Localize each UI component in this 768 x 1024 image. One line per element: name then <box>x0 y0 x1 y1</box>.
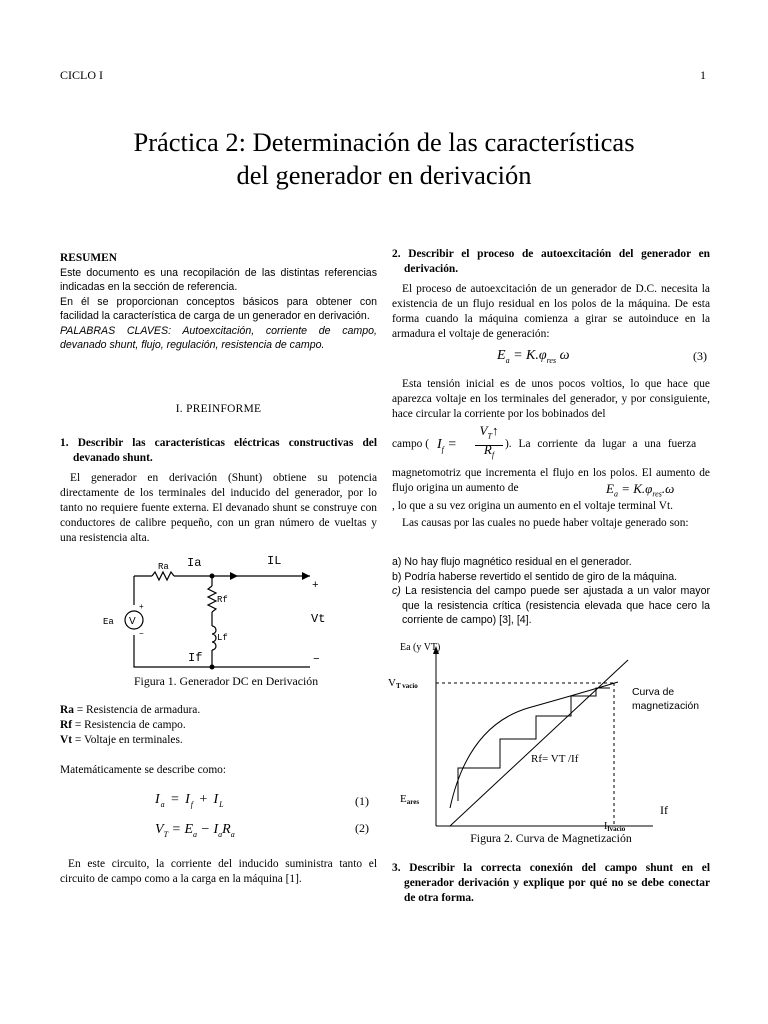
question-1-text: 1. Describir las características eléctricas constructivas del devanado shunt. <box>60 437 377 464</box>
if-vacio-label: $I_{fvacío}$ <box>604 821 626 833</box>
question-2-paragraph-2a: Esta tensión inicial es de unos pocos voltios, lo que hace que aparezca voltaje en los terminales del generador, y por consiguiente, hace circular la corriente por los bobinados del <box>392 378 710 420</box>
equation-3-number: (3) <box>693 349 707 363</box>
fraction-denominator: $R_f$ <box>483 442 495 460</box>
campo-text-continued: ). La corriente da lugar a una fuerza <box>505 438 697 450</box>
label-minus: − <box>313 654 320 666</box>
question-2-text: 2. Describir el proceso de autoexcitación del generador en derivación. <box>392 248 710 275</box>
cause-b: b) Podría haberse revertido el sentido de giro de la máquina. <box>392 570 678 583</box>
question-1-paragraph: El generador en derivación (Shunt) obtiene su potencia directamente de los terminales del inducido del generador, por lo tanto no requiere fuente externa. El devanado shunt se construye con conductores de calibre pequeño, con un gran número de vueltas y una resistencia alta. <box>60 472 377 544</box>
rf-label: Rf= VT /If <box>531 753 579 765</box>
fraction-if: $I_f$ = <box>437 437 457 454</box>
e-ares-label: Eares <box>400 793 420 806</box>
figure-2-magnetization-curve <box>378 636 718 836</box>
cause-c: c) La resistencia del campo puede ser ajustada a un valor mayor que la resistencia crítica (resistencia elevada que hace cero la corriente de campo) [3], [4]. <box>392 585 710 627</box>
resumen-body <box>60 266 377 352</box>
running-header: CICLO I <box>60 68 103 82</box>
label-meter-minus: − <box>139 629 144 638</box>
label-lf: Lf <box>217 633 228 643</box>
staircase <box>458 688 610 801</box>
figure-1-caption: Figura 1. Generador DC en Derivación <box>134 674 319 688</box>
label-ia: Ia <box>187 556 202 570</box>
campo-text: campo ( <box>392 438 430 450</box>
label-plus: + <box>312 580 319 592</box>
causes-list <box>392 555 710 628</box>
question-2-paragraph-3: Las causas por las cuales no puede haber voltaje generado son: <box>402 517 689 529</box>
fraction-numerator: $V_T↑$ <box>475 423 503 446</box>
equation-1-number: (1) <box>355 794 369 808</box>
resumen-paragraph-2: En él se proporcionan conceptos básicos para obtener con facilidad la característica de carga de un generador en derivación. <box>60 295 377 323</box>
section-heading: I. PREINFORME <box>175 403 262 415</box>
question-3-text: 3. Describir la correcta conexión del campo shunt en el generador derivación y explique por qué no se debe conectar de otra forma. <box>392 862 710 904</box>
title-line-1: Práctica 2: Determinación de las características <box>133 127 635 157</box>
definitions-list <box>60 703 377 748</box>
x-axis-label: If <box>660 803 668 817</box>
inline-equation: $E_a = K.\varphi_{res}.\omega$ <box>606 481 675 499</box>
resistor-rf <box>208 586 216 612</box>
equation-2-number: (2) <box>355 821 369 835</box>
label-il: IL <box>267 554 282 568</box>
magnetization-curve <box>450 682 618 808</box>
resumen-heading: RESUMEN <box>60 252 117 264</box>
question-2-paragraph-2c: magnetomotriz que incrementa el flujo en los polos. El aumento de flujo origina un aumento de <box>392 467 710 494</box>
label-ea: Ea <box>103 617 114 627</box>
label-ra: Ra <box>158 562 169 572</box>
definition-rf: Rf = Resistencia de campo. <box>60 719 186 731</box>
closing-paragraph: En este circuito, la corriente del inducido suministra tanto el circuito de campo como a la carga en la máquina [1]. <box>60 858 377 885</box>
inductor-lf <box>212 626 216 650</box>
arrow-il <box>302 572 310 580</box>
figure-1-circuit <box>95 550 385 672</box>
label-if: If <box>188 651 203 665</box>
cause-a: a) No hay flujo magnético residual en el generador. <box>392 556 632 568</box>
question-2-paragraph-2d: , lo que a su vez origina un aumento en el voltaje terminal Vt. <box>392 500 673 512</box>
equation-3: $E_a = K.\varphi_{res}$ ω <box>497 348 570 365</box>
label-v: V <box>129 616 136 627</box>
question-1-heading <box>60 436 377 466</box>
equation-1: $I_a = I_f + I_L$ <box>155 792 225 809</box>
label-meter-plus: + <box>139 602 144 611</box>
definition-vt: Vt = Voltaje en terminales. <box>60 734 183 746</box>
arrow-ia <box>230 572 238 580</box>
label-vt: Vt <box>311 612 326 626</box>
curve-label: Curva de magnetización <box>632 687 700 712</box>
title-line-2: del generador en derivación <box>236 160 532 190</box>
page-number: 1 <box>700 68 706 82</box>
resistor-ra <box>152 572 174 580</box>
definition-ra: Ra = Resistencia de armadura. <box>60 704 201 716</box>
keywords: PALABRAS CLAVES: Autoexcitación, corriente de campo, devanado shunt, flujo, regulación, resistencia de campo. <box>60 324 377 352</box>
v-vacio-label: VT vacío <box>388 677 418 690</box>
figure-2-caption: Figura 2. Curva de Magnetización <box>470 831 632 845</box>
question-2-heading <box>392 247 710 277</box>
resumen-paragraph-1: Este documento es una recopilación de las distintas referencias indicadas en la sección de referencia. <box>60 267 377 294</box>
question-2-paragraph-1: El proceso de autoexcitación de un generador de D.C. necesita la existencia de un flujo residual en los polos de la máquina. De esta forma cuando la máquina comienza a girar se autoinduce en la armadura el voltaje de generación: <box>392 283 710 340</box>
equation-2: $V_T = E_a - I_aR_a$ <box>155 822 235 839</box>
question-3-heading <box>392 861 710 906</box>
page-title <box>0 126 768 192</box>
y-axis-label: Ea (y VT) <box>400 642 441 653</box>
label-rf: Rf <box>217 595 228 605</box>
math-intro: Matemáticamente se describe como: <box>60 764 227 776</box>
rf-line <box>450 660 628 826</box>
